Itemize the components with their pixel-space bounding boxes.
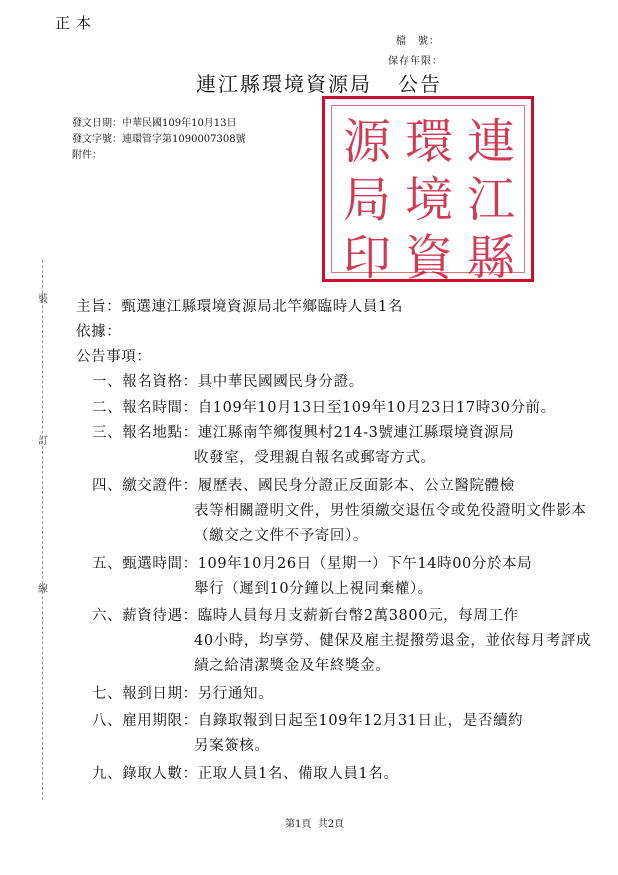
notice-item-cont: 表等相關證明文件，男性須繳交退伍令或免役證明文件影本 [194,503,587,519]
notice-item: 七、報到日期：另行通知。 [92,686,274,702]
binding-mark: 裝 [38,294,48,305]
binding-mark: 訂 [38,436,48,447]
page-total: 共2頁 [317,819,345,830]
file-number-label: 檔 號： [396,36,440,47]
subject-text: 甄選連江縣環境資源局北竿鄉臨時人員1名 [121,299,403,315]
attachment-label: 附件： [72,150,102,161]
reference-value: 連環管字第1090007308號 [122,134,246,145]
copy-label: 正本 [55,14,98,32]
notice-item: 二、報名時間：自109年10月13日至109年10月23日17時30分前。 [92,400,556,416]
notice-item: 五、甄選時間：109年10月26日（星期一）下午14時00分於本局 [92,556,533,572]
notice-item: 六、薪資待遇：臨時人員每月支薪新台幣2萬3800元，每周工作 [92,608,519,624]
notice-item-cont: 績之給清潔獎金及年終獎金。 [194,658,391,674]
binding-line [42,260,43,800]
reference-number [72,130,246,145]
notice-item-cont: 舉行（遲到10分鐘以上視同棄權）。 [194,581,433,597]
notice-item-cont: 另案簽核。 [194,738,270,754]
notice-item-cont: （繳交之文件不予寄回）。 [194,528,368,544]
issue-date [72,114,237,129]
notice-item-cont: 收發室，受理親自報名或郵寄方式。 [194,450,436,466]
document-type: 公告 [398,72,442,96]
notice-item: 一、報名資格：具中華民國國民身分證。 [92,374,364,390]
notice-item-cont: 40小時，均享勞、健保及雇主提撥勞退金，並依每月考評成 [194,633,592,649]
reference-label: 發文字號： [72,134,122,145]
attachment [72,146,102,161]
document-title [196,68,442,97]
subject-label: 主旨： [76,299,122,315]
subject [76,295,403,316]
official-seal: 連 江 縣 環 境 資 源 局 印 [322,96,534,282]
notice-item: 三、報名地點：連江縣南竿鄉復興村214-3號連江縣環境資源局 [92,425,515,441]
page-number: 第1頁 [285,819,312,830]
page-footer [285,815,344,830]
retention-label: 保存年限： [388,56,443,67]
binding-mark: 線 [38,584,48,595]
notice-item: 四、繳交證件：履歷表、國民身分證正反面影本、公立醫院體檢 [92,478,515,494]
issue-date-value: 中華民國109年10月13日 [122,118,237,129]
basis-label: 依據： [76,324,122,340]
notice-item: 九、錄取人數：正取人員1名、備取人員1名。 [92,766,399,782]
notice-item: 八、雇用期限：自錄取報到日起至109年12月31日止，是否續約 [92,713,524,729]
notice-label: 公告事項： [76,349,152,365]
issue-date-label: 發文日期： [72,118,122,129]
agency-name: 連江縣環境資源局 [196,72,372,96]
